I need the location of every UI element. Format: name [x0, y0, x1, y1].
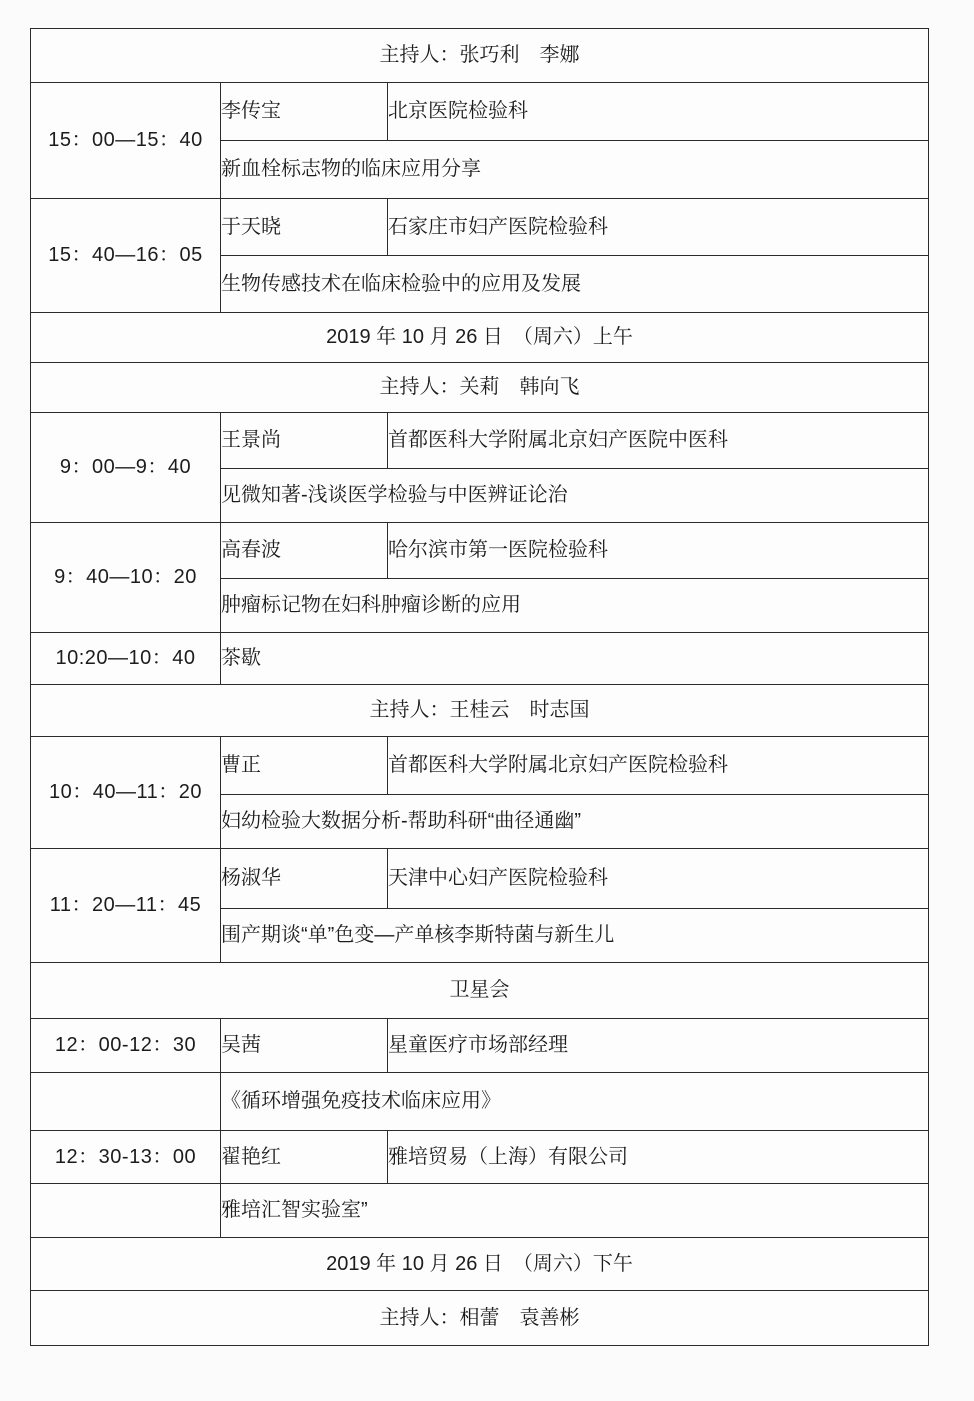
table-row [31, 633, 929, 685]
time-cell: 15：40—16：05 [31, 199, 221, 313]
time-cell: 10：40—11：20 [31, 737, 221, 849]
host-header: 主持人：王桂云 时志国 [31, 685, 929, 737]
table-row [31, 1291, 929, 1346]
time-cell: 10:20—10：40 [31, 633, 221, 685]
speaker-name-cell: 于天晓 [221, 199, 388, 256]
empty-time-cell [31, 1073, 221, 1131]
table-row [31, 1073, 929, 1131]
speaker-name-cell: 高春波 [221, 523, 388, 579]
table-row [31, 413, 929, 469]
table-row [31, 685, 929, 737]
talk-title-cell: 肿瘤标记物在妇科肿瘤诊断的应用 [221, 579, 929, 633]
table-row [31, 849, 929, 909]
table-row [31, 83, 929, 141]
affiliation-cell: 石家庄市妇产医院检验科 [388, 199, 929, 256]
table-row [31, 1184, 929, 1238]
date-header: 2019 年 10 月 26 日 （周六）下午 [31, 1238, 929, 1291]
time-cell: 9：00—9：40 [31, 413, 221, 523]
table-row [31, 313, 929, 363]
time-cell: 11：20—11：45 [31, 849, 221, 963]
satellite-session-header: 卫星会 [31, 963, 929, 1019]
talk-title-cell: 围产期谈“单”色变—产单核李斯特菌与新生儿 [221, 909, 929, 963]
table-row [31, 1019, 929, 1073]
host-header: 主持人：张巧利 李娜 [31, 29, 929, 83]
time-cell: 15：00—15：40 [31, 83, 221, 199]
affiliation-cell: 首都医科大学附属北京妇产医院检验科 [388, 737, 929, 795]
table-row [31, 1131, 929, 1184]
affiliation-cell: 星童医疗市场部经理 [388, 1019, 929, 1073]
speaker-name-cell: 杨淑华 [221, 849, 388, 909]
table-row [31, 737, 929, 795]
talk-title-cell: 妇幼检验大数据分析-帮助科研“曲径通幽” [221, 795, 929, 849]
speaker-name-cell: 李传宝 [221, 83, 388, 141]
talk-title-cell: 生物传感技术在临床检验中的应用及发展 [221, 256, 929, 313]
time-cell: 9：40—10：20 [31, 523, 221, 633]
talk-title-cell: 新血栓标志物的临床应用分享 [221, 141, 929, 199]
table-row [31, 29, 929, 83]
affiliation-cell: 哈尔滨市第一医院检验科 [388, 523, 929, 579]
host-header: 主持人：相蕾 袁善彬 [31, 1291, 929, 1346]
affiliation-cell: 雅培贸易（上海）有限公司 [388, 1131, 929, 1184]
talk-title-cell: 见微知著-浅谈医学检验与中医辨证论治 [221, 469, 929, 523]
affiliation-cell: 北京医院检验科 [388, 83, 929, 141]
affiliation-cell: 首都医科大学附属北京妇产医院中医科 [388, 413, 929, 469]
speaker-name-cell: 吴茜 [221, 1019, 388, 1073]
date-header: 2019 年 10 月 26 日 （周六）上午 [31, 313, 929, 363]
empty-time-cell [31, 1184, 221, 1238]
affiliation-cell: 天津中心妇产医院检验科 [388, 849, 929, 909]
time-cell: 12：00-12：30 [31, 1019, 221, 1073]
table-row [31, 963, 929, 1019]
speaker-name-cell: 曹正 [221, 737, 388, 795]
conference-schedule-table [30, 28, 929, 1346]
table-row [31, 523, 929, 579]
speaker-name-cell: 王景尚 [221, 413, 388, 469]
speaker-name-cell: 翟艳红 [221, 1131, 388, 1184]
table-row [31, 363, 929, 413]
talk-title-cell: 《循环增强免疫技术临床应用》 [221, 1073, 929, 1131]
talk-title-cell: 雅培汇智实验室” [221, 1184, 929, 1238]
table-row [31, 199, 929, 256]
time-cell: 12：30-13：00 [31, 1131, 221, 1184]
host-header: 主持人：关莉 韩向飞 [31, 363, 929, 413]
table-row [31, 1238, 929, 1291]
tea-break-label-cell: 茶歇 [221, 633, 929, 685]
